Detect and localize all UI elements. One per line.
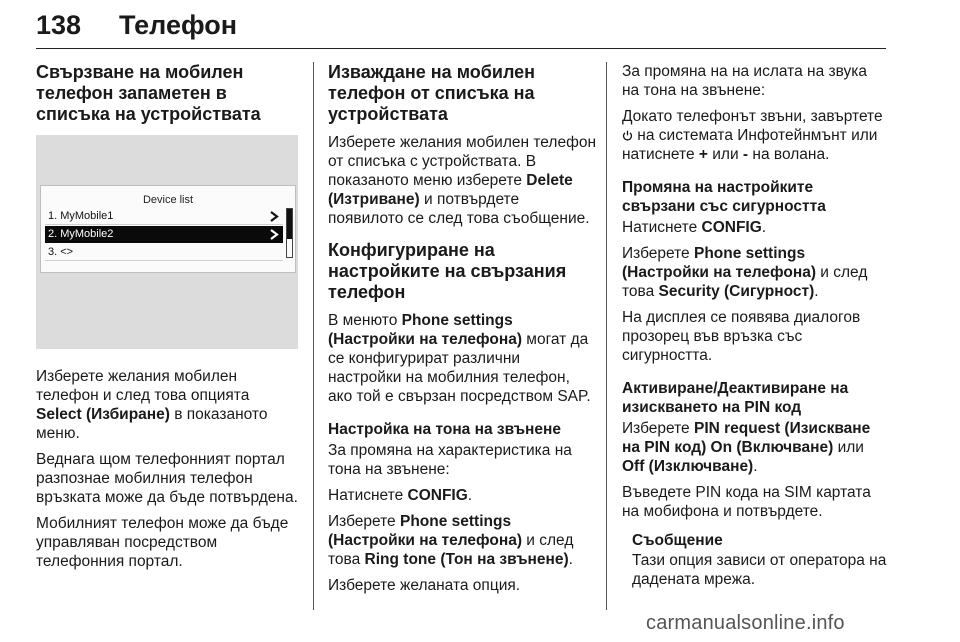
paragraph-portal-recognition: Веднага щом телефонният портал разпознае мобилния телефон връзката може да бъде потвърдена. [36, 451, 298, 506]
column-3 [622, 62, 888, 596]
subheading-pin-request: Активиране/Деактивиране на изискването на PIN код [622, 380, 849, 416]
page-header [36, 8, 886, 49]
paragraph-select-ring-tone: Изберете Phone settings (Настройки на телефона) и след това Ring tone (Тон на звънене). [328, 513, 574, 568]
device-row-1[interactable] [45, 208, 283, 225]
section-heading-remove-phone: Изваждане на мобилен телефон от списъка на устройствата [328, 62, 536, 124]
scrollbar-thumb[interactable] [287, 209, 292, 239]
note-title: Съобщение [632, 532, 723, 549]
section-heading-configure-phone: Конфигуриране на настройките на свързания телефон [328, 240, 567, 302]
paragraph-select-security: Изберете Phone settings (Настройки на телефона) и след това Security (Сигурност). [622, 245, 868, 300]
screen-title: Device list [142, 194, 194, 206]
paragraph-select-instruction: Изберете желания мобилен телефон и след това опцията Select (Избиране) в показаното меню. [36, 368, 268, 442]
column-divider-2 [606, 62, 607, 610]
paragraph-volume-intro: За промяна на на ислата на звука на тона на звънене: [622, 63, 867, 99]
device-row-label: 3. <> [48, 246, 74, 258]
paragraph-phone-control: Мобилният телефон може да бъде управляван посредством телефонния портал. [36, 515, 289, 570]
paragraph-press-config: Натиснете CONFIG. [328, 487, 473, 504]
note-box [632, 531, 888, 589]
column-divider-1 [313, 62, 314, 610]
column-1 [36, 62, 298, 578]
paragraph-select-option: Изберете желаната опция. [328, 577, 521, 594]
paragraph-security-dialog: На дисплея се появява диалогов прозорец във връзка със сигурността. [622, 309, 861, 364]
chevron-right-icon [269, 229, 279, 240]
subheading-security-settings: Промяна на настройките свързани със сигурността [622, 179, 826, 215]
paragraph-volume-instruction: Докато телефонът звъни, завъртете на системата Инфотейнмънт или натиснете + или - на волана. [622, 108, 883, 163]
paragraph-press-config-security: Натиснете CONFIG. [622, 219, 767, 236]
device-row-3[interactable] [45, 244, 283, 261]
power-knob-icon [622, 130, 633, 141]
column-2 [328, 62, 596, 602]
paragraph-enter-pin: Въведете PIN кода на SIM картата на мобифона и потвърдете. [622, 484, 871, 520]
watermark: carmanualsonline.info [646, 612, 845, 634]
device-list-screen [40, 185, 296, 273]
note-text: Тази опция зависи от оператора на дадената мрежа. [632, 552, 887, 588]
page-number: 138 [36, 10, 82, 40]
device-row-2-selected[interactable] [45, 226, 283, 243]
paragraph-pin-toggle: Изберете PIN request (Изискване на PIN код) On (Включване) или Off (Изключване). [622, 420, 871, 475]
paragraph-remove-instruction: Изберете желания мобилен телефон от списъка с устройствата. В показаното меню изберете Delete (Изтриване) и потвърдете появилото се след това съобщение. [328, 134, 597, 227]
paragraph-phone-settings: В менюто Phone settings (Настройки на телефона) могат да се конфигурират различни настройки на мобилния телефон, ако той е свързан посредством SAP. [328, 312, 591, 405]
device-list-screen-figure [36, 135, 298, 349]
chapter-title: Телефон [119, 10, 238, 40]
paragraph-ring-tone-intro: За промяна на характеристика на тона на звънене: [328, 442, 572, 478]
section-heading-connect-stored-phone: Свързване на мобилен телефон запаметен в списъка на устройствата [36, 62, 261, 124]
list-scrollbar[interactable] [286, 208, 293, 258]
device-row-label: 2. MyMobile2 [48, 228, 114, 240]
chevron-right-icon [269, 211, 279, 222]
device-row-label: 1. MyMobile1 [48, 210, 114, 222]
subheading-ring-tone: Настройка на тона на звънене [328, 421, 562, 438]
